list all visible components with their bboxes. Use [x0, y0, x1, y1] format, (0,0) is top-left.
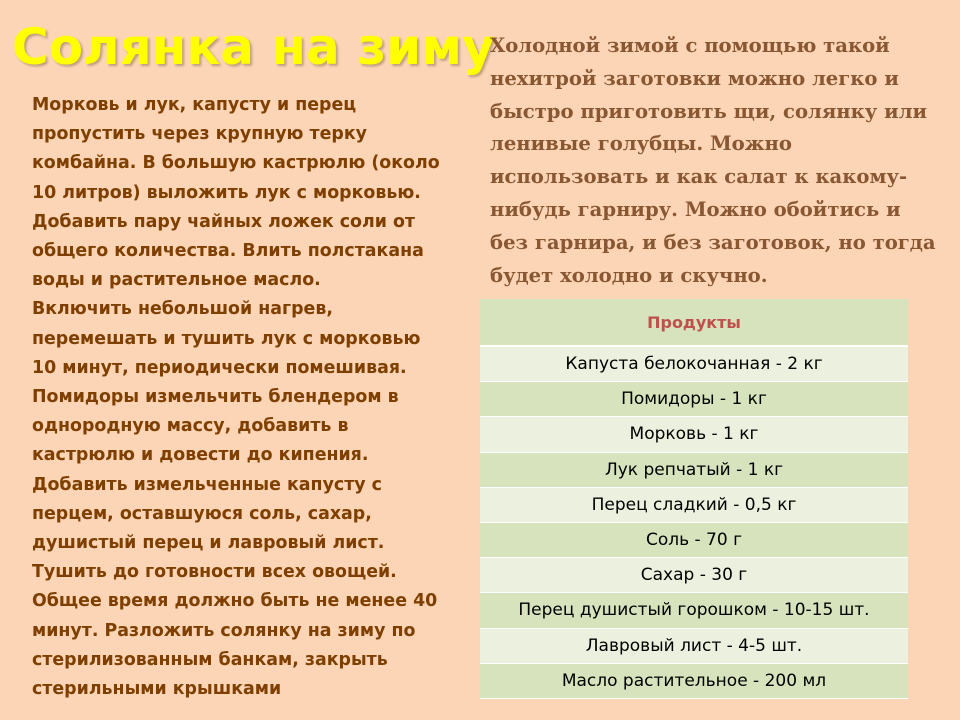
- recipe-line: 10 минут, периодически помешивая.: [32, 357, 407, 378]
- recipe-line: стерилизованным банкам, закрыть: [32, 649, 388, 670]
- product-item: Лук репчатый - 1 кг: [480, 452, 908, 487]
- recipe-line: минут. Разложить солянку на зиму по: [32, 620, 416, 641]
- recipe-line: пропустить через крупную терку: [32, 124, 367, 145]
- recipe-line: воды и растительное масло.: [32, 270, 321, 291]
- intro-line: ленивые голубцы. Можно: [490, 132, 792, 156]
- table-row: [480, 382, 908, 417]
- intro-line: без гарнира, и без заготовок, но тогда: [490, 230, 936, 254]
- recipe-line: стерильными крышками: [32, 679, 282, 700]
- recipe-line: 10 литров) выложить лук с морковью.: [32, 182, 421, 203]
- table-row: [480, 346, 908, 382]
- recipe-line: Общее время должно быть не менее 40: [32, 591, 438, 612]
- table-row: [480, 593, 908, 628]
- intro-line: быстро приготовить щи, солянку или: [490, 99, 928, 123]
- product-item: Соль - 70 г: [480, 522, 908, 557]
- product-item: Перец душистый горошком - 10-15 шт.: [480, 593, 908, 628]
- product-item: Морковь - 1 кг: [480, 417, 908, 452]
- products-table: [480, 299, 908, 699]
- recipe-line: Добавить измельченные капусту с: [32, 474, 382, 495]
- products-header-row: [480, 299, 908, 346]
- recipe-line: общего количества. Влить полстакана: [32, 241, 424, 262]
- recipe-line: перемешать и тушить лук с морковью: [32, 328, 421, 349]
- table-row: [480, 628, 908, 663]
- product-item: Масло растительное - 200 мл: [480, 663, 908, 698]
- product-item: Помидоры - 1 кг: [480, 382, 908, 417]
- table-row: [480, 487, 908, 522]
- intro-line: будет холодно и скучно.: [490, 263, 768, 287]
- intro-line: нехитрой заготовки можно легко и: [490, 66, 899, 90]
- product-item: Сахар - 30 г: [480, 558, 908, 593]
- table-row: [480, 558, 908, 593]
- table-row: [480, 663, 908, 698]
- table-row: [480, 452, 908, 487]
- recipe-instructions: [32, 91, 464, 704]
- recipe-line: кастрюлю и довести до кипения.: [32, 445, 369, 466]
- recipe-line: однородную массу, добавить в: [32, 416, 349, 437]
- table-row: [480, 522, 908, 557]
- table-row: [480, 417, 908, 452]
- product-item: Перец сладкий - 0,5 кг: [480, 487, 908, 522]
- intro-line: использовать и как салат к какому-: [490, 165, 908, 189]
- intro-line: Холодной зимой с помощью такой: [490, 34, 890, 57]
- product-item: Капуста белокочанная - 2 кг: [480, 346, 908, 382]
- recipe-line: Добавить пару чайных ложек соли от: [32, 211, 416, 232]
- slide-title: Солянка на зиму: [12, 18, 495, 76]
- recipe-line: Тушить до готовности всех овощей.: [32, 562, 397, 583]
- recipe-line: Помидоры измельчить блендером в: [32, 387, 399, 408]
- intro-line: нибудь гарниру. Можно обойтись и: [490, 197, 901, 221]
- recipe-line: комбайна. В большую кастрюлю (около: [32, 153, 440, 174]
- products-header: Продукты: [480, 299, 908, 346]
- recipe-line: перцем, оставшуюся соль, сахар,: [32, 503, 372, 524]
- intro-paragraph: [490, 30, 940, 292]
- product-item: Лавровый лист - 4-5 шт.: [480, 628, 908, 663]
- recipe-line: Включить небольшой нагрев,: [32, 299, 333, 320]
- recipe-line: душистый перец и лавровый лист.: [32, 533, 385, 554]
- recipe-line: Морковь и лук, капусту и перец: [32, 95, 357, 115]
